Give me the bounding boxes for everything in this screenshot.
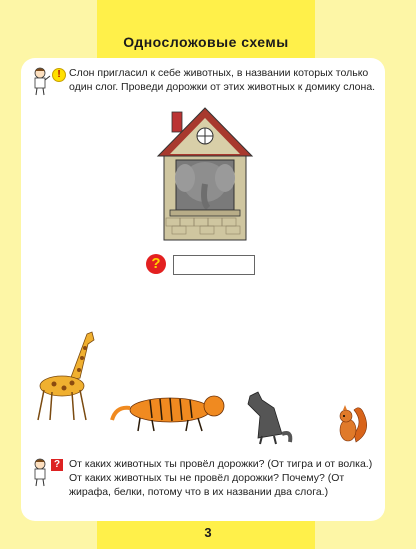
task1-marker: !	[52, 68, 66, 82]
question-icon: ?	[146, 254, 166, 274]
task1-text: Слон пригласил к себе животных, в названии которых только один слог. Проведи дорожки от этих животных к домику слона.	[69, 67, 376, 93]
boy-thinking-icon	[30, 66, 52, 96]
page-number: 3	[204, 525, 212, 540]
wolf	[244, 390, 294, 445]
house-with-elephant	[150, 104, 260, 244]
boy-thinking-icon	[30, 457, 52, 487]
page-title: Односложовые схемы	[123, 34, 289, 50]
answer-field[interactable]	[173, 255, 255, 275]
task2-marker: ?	[51, 459, 63, 471]
squirrel	[334, 402, 370, 444]
giraffe	[32, 328, 102, 423]
tiger	[110, 388, 240, 433]
task2-text: От каких животных ты провёл дорожки? (От тигра и от волка.) От каких животных ты не провёл дорожки? Почему? (От жирафа, белки, потому что в их названии два слога.)	[69, 458, 373, 498]
